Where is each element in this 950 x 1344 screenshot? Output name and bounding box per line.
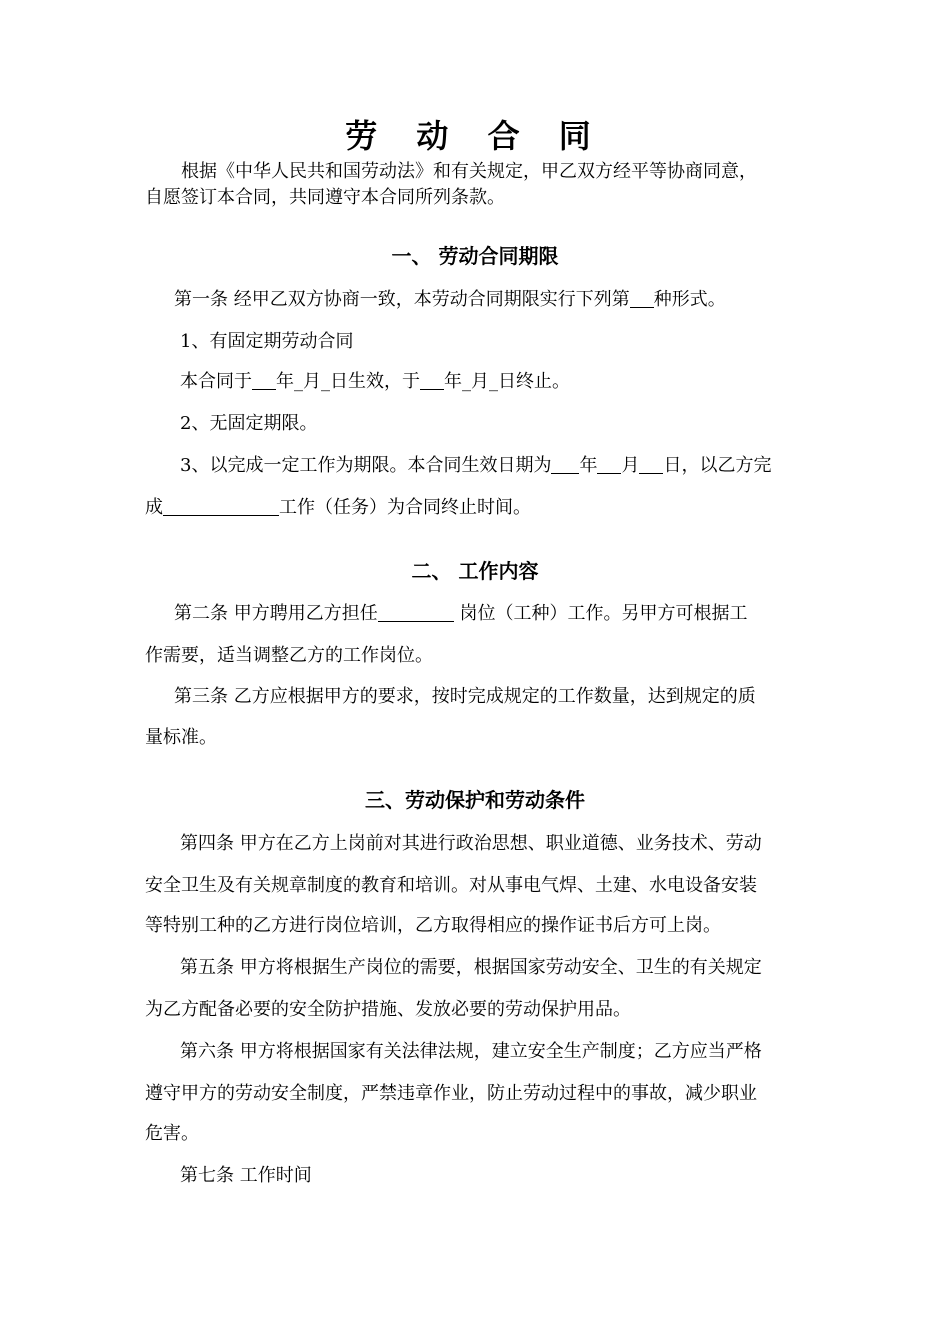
term-item-3-text: 年 [579,455,598,476]
article-1-text-end: 种形式。 [653,289,726,310]
preamble-line-1: 根据《中华人民共和国劳动法》和有关规定，甲乙双方经平等协商同意， [181,161,757,182]
article-2 [174,594,836,634]
term-item-3-text: 月 [621,455,640,476]
term-item-3-cont [145,488,807,528]
term-item-3-text: 日，以乙方完 [663,455,772,476]
article-6-cont-2: 危害。 [145,1123,199,1144]
article-1 [174,280,836,320]
article-2-text: 第二条 甲方聘用乙方担任 [174,603,378,624]
article-4-cont-2: 等特别工种的乙方进行岗位培训，乙方取得相应的操作证书后方可上岗。 [145,915,721,936]
section-1-heading: 一、 劳动合同期限 [391,244,559,268]
article-5: 第五条 甲方将根据生产岗位的需要，根据国家劳动安全、卫生的有关规定 [180,957,762,978]
blank-field[interactable] [630,287,654,308]
term-item-3 [180,446,842,486]
article-3-cont: 量标准。 [145,727,217,748]
blank-field[interactable] [551,453,579,474]
blank-field[interactable] [639,453,663,474]
article-5-cont: 为乙方配备必要的安全防护措施、发放必要的劳动保护用品。 [145,999,631,1020]
article-4: 第四条 甲方在乙方上岗前对其进行政治思想、职业道德、业务技术、劳动 [180,833,762,854]
term-item-3-text: 3、以完成一定工作为期限。本合同生效日期为 [180,455,552,476]
term-item-3-text: 成 [145,497,163,518]
document-title: 劳 动 合 同 [345,117,605,155]
blank-field[interactable] [420,369,444,390]
blank-field[interactable] [252,369,276,390]
article-6-cont-1: 遵守甲方的劳动安全制度，严禁违章作业，防止劳动过程中的事故，减少职业 [145,1083,757,1104]
term-dates-text: 本合同于 [180,371,252,392]
article-1-text: 第一条 经甲乙双方协商一致，本劳动合同期限实行下列第 [174,289,630,310]
blank-field[interactable] [597,453,621,474]
article-6: 第六条 甲方将根据国家有关法律法规，建立安全生产制度；乙方应当严格 [180,1041,762,1062]
article-7: 第七条 工作时间 [180,1165,312,1186]
article-2-cont: 作需要，适当调整乙方的工作岗位。 [145,645,433,666]
term-item-2: 2、无固定期限。 [180,413,318,434]
article-4-cont-1: 安全卫生及有关规章制度的教育和培训。对从事电气焊、土建、水电设备安装 [145,875,757,896]
term-item-1: 1、有固定期劳动合同 [180,331,354,352]
article-3: 第三条 乙方应根据甲方的要求，按时完成规定的工作数量，达到规定的质 [174,686,756,707]
blank-field[interactable] [378,601,454,622]
term-dates-text: 年_月_日终止。 [444,371,570,392]
section-2-heading: 二、 工作内容 [411,559,539,583]
term-item-3-text: 工作（任务）为合同终止时间。 [279,497,531,518]
blank-field[interactable] [163,495,279,516]
article-2-text: 岗位（工种）工作。另甲方可根据工 [453,603,748,624]
term-dates [180,362,842,402]
term-dates-text: 年_月_日生效，于 [276,371,420,392]
section-3-heading: 三、劳动保护和劳动条件 [365,788,585,812]
preamble-line-2: 自愿签订本合同，共同遵守本合同所列条款。 [145,187,505,208]
